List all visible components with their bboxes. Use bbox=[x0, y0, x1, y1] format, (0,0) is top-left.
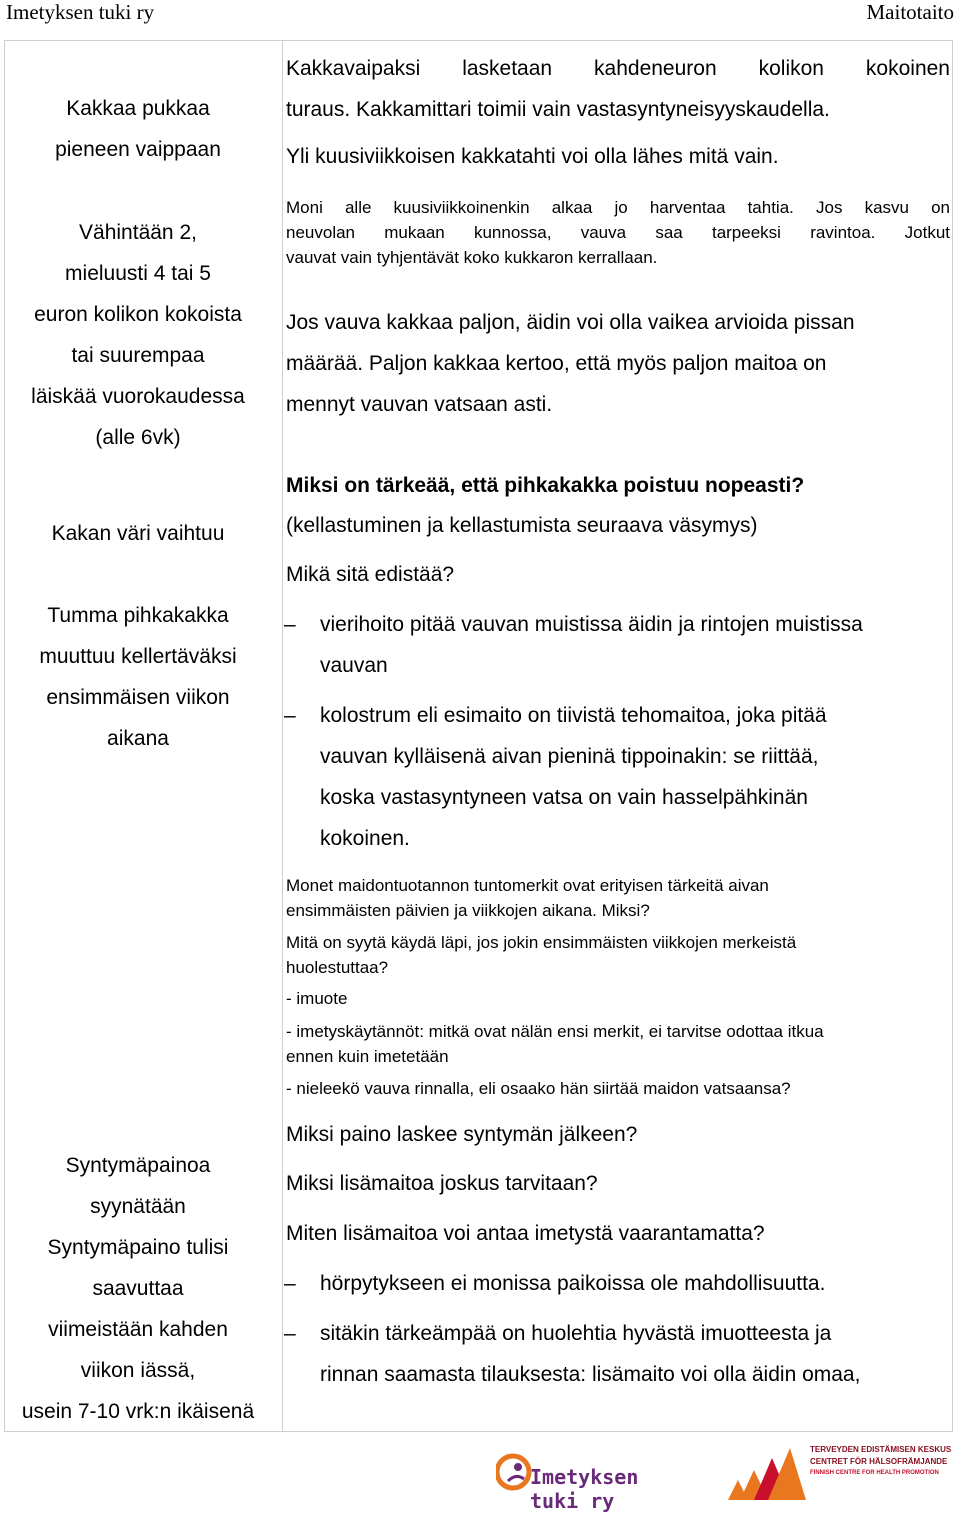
left-line: ensimmäisen viikon bbox=[46, 686, 230, 709]
right-line: neuvolan mukaan kunnossa, vauva saa tarpeeksi ravintoa. Jotkut bbox=[286, 223, 950, 242]
left-line: viikon iässä, bbox=[80, 1359, 196, 1382]
right-line: mennyt vauvan vatsaan asti. bbox=[286, 393, 553, 416]
bullet-item bbox=[320, 695, 940, 859]
left-line: Kakkaa pukkaa bbox=[66, 97, 210, 120]
left-line: muuttuu kellertäväksi bbox=[39, 645, 237, 668]
health-promotion-logo-mark bbox=[718, 1440, 808, 1504]
bullet-line: vierihoito pitää vauvan muistissa äidin ja rintojen muistissa bbox=[320, 613, 863, 636]
moni-paragraph bbox=[286, 195, 950, 270]
bullet-line: vauvan bbox=[320, 654, 388, 677]
logo-line: FINNISH CENTRE FOR HEALTH PROMOTION bbox=[810, 1470, 939, 1476]
bullet-line: sitäkin tärkeämpää on huolehtia hyvästä imuotteesta ja bbox=[320, 1322, 832, 1345]
bullet-dash: – bbox=[284, 1272, 296, 1295]
table-column-divider bbox=[282, 40, 283, 1432]
left-line: pieneen vaippaan bbox=[55, 138, 221, 161]
left-line: euron kolikon kokoista bbox=[34, 303, 242, 326]
imetyskaytannot-item bbox=[286, 1019, 950, 1069]
kellastuminen-note: (kellastuminen ja kellastumista seuraava väsymys) bbox=[286, 514, 758, 537]
left-line: Vähintään 2, bbox=[79, 221, 197, 244]
left-line: (alle 6vk) bbox=[95, 426, 181, 449]
bullet-line: kokoinen. bbox=[320, 827, 410, 850]
nieleeko-item: - nieleekö vauva rinnalla, eli osaako hän siirtää maidon vatsaansa? bbox=[286, 1079, 791, 1098]
left-line: Kakan väri vaihtuu bbox=[51, 522, 225, 545]
paino-question: Miksi paino laskee syntymän jälkeen? bbox=[286, 1123, 638, 1146]
left-line: mieluusti 4 tai 5 bbox=[65, 262, 211, 285]
header-left: Imetyksen tuki ry bbox=[6, 0, 155, 24]
right-line: huolestuttaa? bbox=[286, 958, 389, 977]
bullet-line: vauvan kylläisenä aivan pieninä tippoinakin: se riittää, bbox=[320, 745, 819, 768]
bullet-line: kolostrum eli esimaito on tiivistä tehomaitoa, joka pitää bbox=[320, 704, 827, 727]
left-line: tai suurempaa bbox=[71, 344, 205, 367]
imetyksen-tuki-logo bbox=[496, 1445, 696, 1513]
right-line: - imetyskäytännöt: mitkä ovat nälän ensi merkit, ei tarvitse odottaa itkua bbox=[286, 1022, 824, 1041]
bullet-line: hörpytykseen ei monissa paikoissa ole mahdollisuutta. bbox=[320, 1272, 826, 1295]
table-border-top bbox=[4, 40, 953, 41]
left-paragraph-2 bbox=[2, 212, 274, 458]
imetyksen-tuki-logo-text: Imetyksen tuki ry bbox=[530, 1465, 639, 1513]
right-line: ennen kuin imetetään bbox=[286, 1047, 449, 1066]
bullet-dash: – bbox=[284, 1322, 296, 1345]
kakkatahti-paragraph: Yli kuusiviikkoisen kakkatahti voi olla lähes mitä vain. bbox=[286, 145, 779, 168]
jos-vauva-paragraph bbox=[286, 302, 950, 425]
left-line: Syntymäpaino tulisi bbox=[47, 1236, 229, 1259]
kakkavaipaksi-paragraph bbox=[286, 48, 950, 130]
left-line: läiskää vuorokaudessa bbox=[31, 385, 245, 408]
logo-line: TERVEYDEN EDISTÄMISEN KESKUS bbox=[810, 1445, 952, 1454]
left-paragraph-4 bbox=[2, 595, 274, 759]
health-promotion-logo-text bbox=[810, 1444, 951, 1478]
bullet-item bbox=[320, 1313, 940, 1395]
logo-line: CENTRET FÖR HÄLSOFRÄMJANDE bbox=[810, 1457, 948, 1466]
miten-question: Miten lisämaitoa voi antaa imetystä vaarantamatta? bbox=[286, 1222, 765, 1245]
right-line: Monet maidontuotannon tuntomerkit ovat erityisen tärkeitä aivan bbox=[286, 876, 769, 895]
right-line: turaus. Kakkamittari toimii vain vastasyntyneisyyskaudella. bbox=[286, 98, 830, 121]
right-line: Jos vauva kakkaa paljon, äidin voi olla vaikea arvioida pissan bbox=[286, 311, 855, 334]
left-paragraph-3 bbox=[2, 513, 274, 554]
right-line: Kakkavaipaksi lasketaan kahdeneuron kolikon kokoinen bbox=[286, 57, 950, 80]
bullet-line: koska vastasyntyneen vatsa on vain hasselpähkinän bbox=[320, 786, 808, 809]
right-line: vauvat vain tyhjentävät koko kukkaron kerrallaan. bbox=[286, 248, 658, 267]
pihkakakka-question: Miksi on tärkeää, että pihkakakka poistuu nopeasti? bbox=[286, 474, 805, 497]
header-right: Maitotaito bbox=[866, 0, 954, 24]
right-line: Moni alle kuusiviikkoinenkin alkaa jo harventaa tahtia. Jos kasvu on bbox=[286, 198, 950, 217]
left-paragraph-1 bbox=[2, 88, 274, 170]
left-line: usein 7-10 vrk:n ikäisenä bbox=[21, 1400, 255, 1423]
left-line: Tumma pihkakakka bbox=[47, 604, 229, 627]
bullet-line: rinnan saamasta tilauksesta: lisämaito voi olla äidin omaa, bbox=[320, 1363, 861, 1386]
monet-paragraph bbox=[286, 873, 950, 923]
mika-edistaa-question: Mikä sitä edistää? bbox=[286, 563, 455, 586]
left-line: saavuttaa bbox=[92, 1277, 184, 1300]
bullet-dash: – bbox=[284, 613, 296, 636]
left-line: syynätään bbox=[90, 1195, 186, 1218]
right-line: ensimmäisten päivien ja viikkojen aikana. Miksi? bbox=[286, 901, 650, 920]
table-border-right bbox=[952, 40, 953, 1432]
bullet-dash: – bbox=[284, 704, 296, 727]
imuote-item: - imuote bbox=[286, 989, 348, 1008]
left-line: Syntymäpainoa bbox=[65, 1154, 211, 1177]
health-promotion-logo bbox=[718, 1440, 958, 1504]
left-line: viimeistään kahden bbox=[48, 1318, 228, 1341]
mita-paragraph bbox=[286, 930, 950, 980]
lisamaito-question: Miksi lisämaitoa joskus tarvitaan? bbox=[286, 1172, 598, 1195]
right-line: Mitä on syytä käydä läpi, jos jokin ensimmäisten viikkojen merkeistä bbox=[286, 933, 797, 952]
bullet-item bbox=[320, 1263, 940, 1304]
left-line: aikana bbox=[107, 727, 169, 750]
left-paragraph-5 bbox=[2, 1145, 274, 1432]
bullet-item bbox=[320, 604, 940, 686]
right-line: määrää. Paljon kakkaa kertoo, että myös paljon maitoa on bbox=[286, 352, 827, 375]
